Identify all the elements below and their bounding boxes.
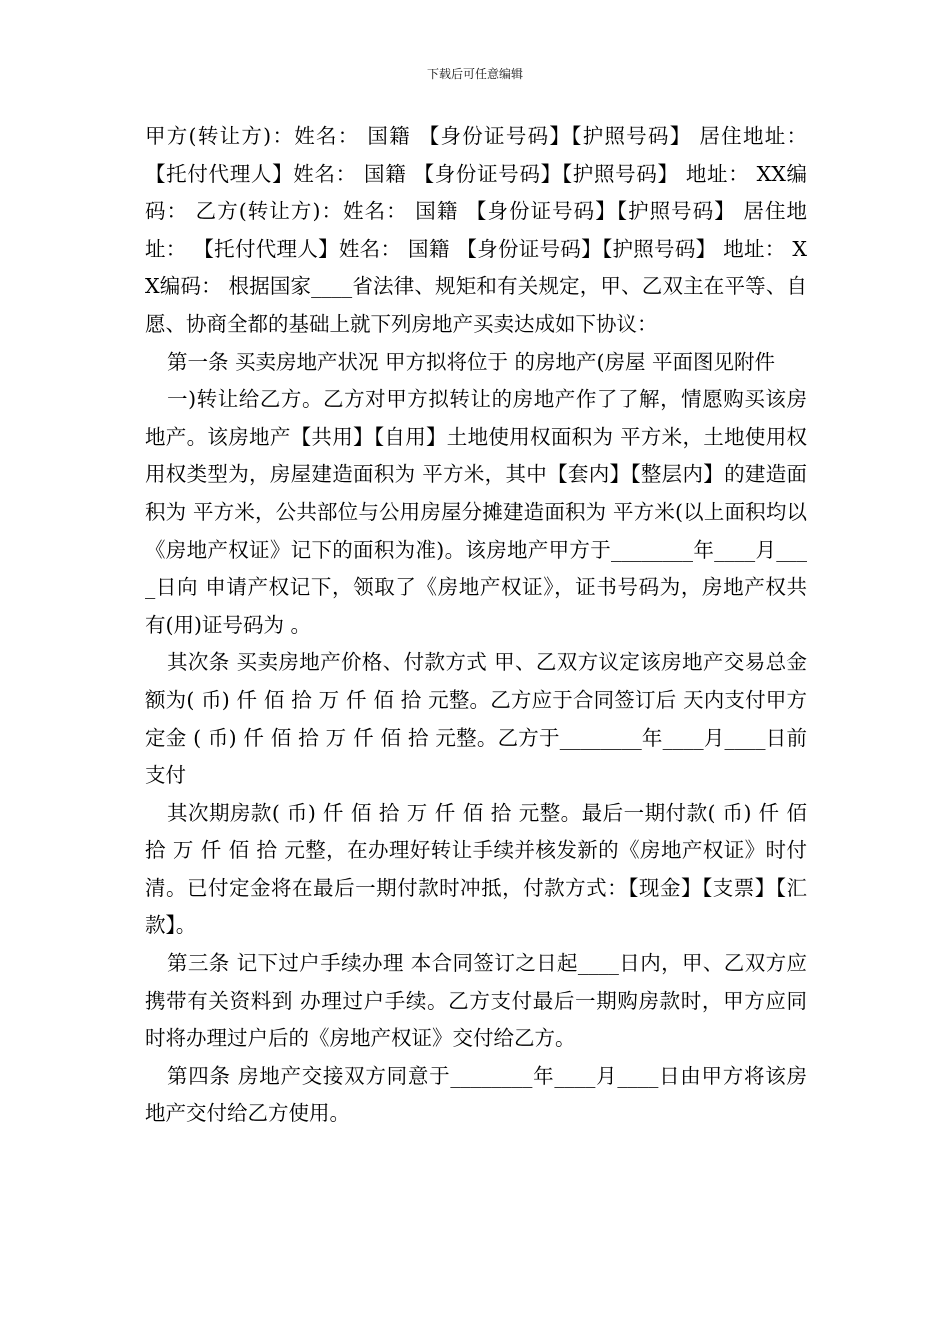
article-4-paragraph: 第四条 房地产交接双方同意于________年____月____日由甲方将该房地产交付给乙方使用。 [145,1063,807,1126]
article-1-paragraph: 第一条 买卖房地产状况 甲方拟将位于 的房地产(房屋 平面图见附件 [167,349,776,374]
article-3-paragraph: 第三条 记下过户手续办理 本合同签订之日起____日内，甲、乙双方应携带有关资料到 办理过户手续。乙方支付最后一期购房款时，甲方应同时将办理过户后的《房地产权证》交付给乙方。 [145,951,807,1051]
preamble-paragraph: 甲方(转让方)：姓名： 国籍 【身份证号码】【护照号码】 居住地址： 【托付代理人】姓名： 国籍 【身份证号码】【护照号码】 地址： XX编码： 乙方(转让方)：姓名： 国籍 【身份证号码】【护照号码】 居住地址： 【托付代理人】姓名： 国籍 【身份证号码】【护照号码】 地址： XX编码： 根据国家____省法律、规矩和有关规定，甲、乙双主在平等、自愿、协商全都的基础上就下列房地产买卖达成如下协议： [145,124,807,336]
page-header: 下载后可任意编辑 [426,67,523,81]
article-2-continued-paragraph: 其次期房款( 币) 仟 佰 拾 万 仟 佰 拾 元整。最后一期付款( 币) 仟 佰 拾 万 仟 佰 拾 元整，在办理好转让手续并核发新的《房地产权证》时付清。已付定金将在最后一期付款时冲抵，付款方式：【现金】【支票】【汇款】。 [145,800,807,938]
document-body [145,118,807,1133]
article-1-continued-paragraph: 一)转让给乙方。乙方对甲方拟转让的房地产作了了解，情愿购买该房地产。该房地产【共用】【自用】土地使用权面积为 平方米，土地使用权用权类型为，房屋建造面积为 平方米，其中【套内】【整层内】的建造面积为 平方米，公共部位与公用房屋分摊建造面积为 平方米(以上面积均以《房地产权证》记下的面积为准)。该房地产甲方于________年____月____日向 申请产权记下，领取了《房地产权证》，证书号码为，房地产权共有(用)证号码为 。 [145,387,807,637]
article-2-paragraph: 其次条 买卖房地产价格、付款方式 甲、乙双方议定该房地产交易总金额为( 币) 仟 佰 拾 万 仟 佰 拾 元整。乙方应于合同签订后 天内支付甲方定金 ( 币) 仟 佰 拾 万 仟 佰 拾 元整。乙方于________年____月____日前支付 [145,650,807,788]
